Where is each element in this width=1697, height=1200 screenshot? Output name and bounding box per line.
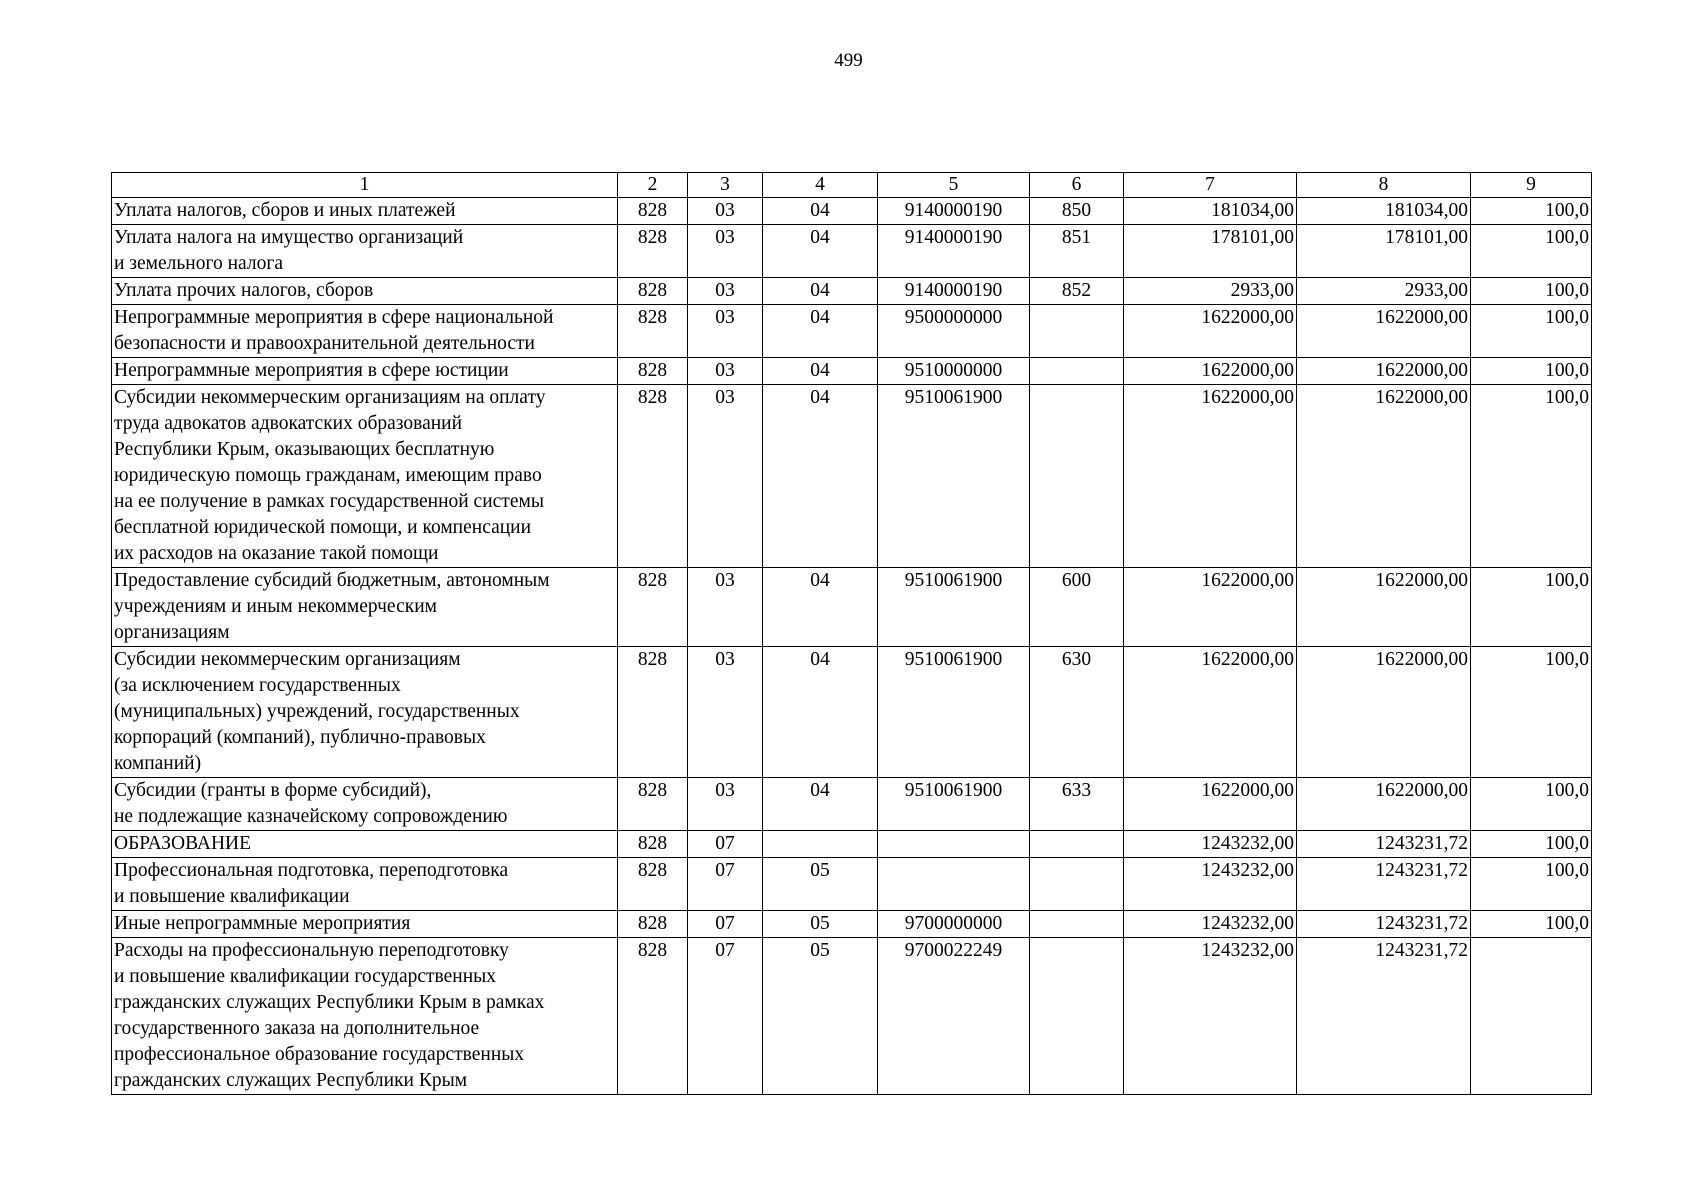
cell-execution-percent: 100,0 bbox=[1471, 225, 1592, 278]
cell-admin-code: 828 bbox=[618, 911, 688, 938]
cell-expense-type bbox=[1030, 858, 1124, 911]
cell-admin-code: 828 bbox=[618, 568, 688, 647]
cell-admin-code: 828 bbox=[618, 938, 688, 1095]
cell-description: Уплата налога на имущество организаций и земельного налога bbox=[112, 225, 618, 278]
cell-planned-amount: 1622000,00 bbox=[1124, 778, 1297, 831]
cell-target-article: 9500000000 bbox=[878, 305, 1030, 358]
cell-executed-amount: 1243231,72 bbox=[1297, 858, 1471, 911]
col-header-5: 5 bbox=[878, 173, 1030, 198]
cell-section: 03 bbox=[688, 358, 763, 385]
col-header-8: 8 bbox=[1297, 173, 1471, 198]
cell-section: 07 bbox=[688, 911, 763, 938]
cell-target-article: 9140000190 bbox=[878, 225, 1030, 278]
cell-executed-amount: 1622000,00 bbox=[1297, 778, 1471, 831]
cell-admin-code: 828 bbox=[618, 198, 688, 225]
table-row bbox=[112, 278, 1592, 305]
cell-subsection: 04 bbox=[763, 778, 878, 831]
table-row bbox=[112, 225, 1592, 278]
cell-execution-percent: 100,0 bbox=[1471, 647, 1592, 778]
cell-admin-code: 828 bbox=[618, 831, 688, 858]
cell-planned-amount: 1243232,00 bbox=[1124, 938, 1297, 1095]
cell-description: Иные непрограммные мероприятия bbox=[112, 911, 618, 938]
cell-executed-amount: 1243231,72 bbox=[1297, 831, 1471, 858]
cell-subsection: 04 bbox=[763, 198, 878, 225]
col-header-9: 9 bbox=[1471, 173, 1592, 198]
cell-executed-amount: 1622000,00 bbox=[1297, 305, 1471, 358]
cell-expense-type bbox=[1030, 385, 1124, 568]
col-header-7: 7 bbox=[1124, 173, 1297, 198]
cell-section: 03 bbox=[688, 305, 763, 358]
cell-subsection: 04 bbox=[763, 568, 878, 647]
cell-planned-amount: 178101,00 bbox=[1124, 225, 1297, 278]
table-row bbox=[112, 938, 1592, 1095]
cell-description: Расходы на профессиональную переподготовку и повышение квалификации государственных гражданских служащих Республики Крым в рамках государственного заказа на дополнительное профессиональное образование государственных гражданских служащих Республики Крым bbox=[112, 938, 618, 1095]
cell-section: 07 bbox=[688, 858, 763, 911]
table-row bbox=[112, 198, 1592, 225]
cell-execution-percent: 100,0 bbox=[1471, 778, 1592, 831]
cell-subsection: 05 bbox=[763, 938, 878, 1095]
cell-execution-percent bbox=[1471, 938, 1592, 1095]
cell-executed-amount: 1622000,00 bbox=[1297, 358, 1471, 385]
cell-planned-amount: 1243232,00 bbox=[1124, 911, 1297, 938]
col-header-2: 2 bbox=[618, 173, 688, 198]
cell-executed-amount: 2933,00 bbox=[1297, 278, 1471, 305]
cell-expense-type bbox=[1030, 358, 1124, 385]
cell-description: Уплата налогов, сборов и иных платежей bbox=[112, 198, 618, 225]
cell-admin-code: 828 bbox=[618, 647, 688, 778]
cell-expense-type bbox=[1030, 938, 1124, 1095]
cell-admin-code: 828 bbox=[618, 778, 688, 831]
cell-executed-amount: 178101,00 bbox=[1297, 225, 1471, 278]
table-row bbox=[112, 911, 1592, 938]
cell-planned-amount: 1622000,00 bbox=[1124, 358, 1297, 385]
cell-subsection: 04 bbox=[763, 647, 878, 778]
table-row bbox=[112, 831, 1592, 858]
cell-subsection: 04 bbox=[763, 358, 878, 385]
cell-planned-amount: 181034,00 bbox=[1124, 198, 1297, 225]
cell-description: ОБРАЗОВАНИЕ bbox=[112, 831, 618, 858]
cell-admin-code: 828 bbox=[618, 858, 688, 911]
cell-target-article: 9510061900 bbox=[878, 385, 1030, 568]
cell-subsection: 05 bbox=[763, 858, 878, 911]
cell-admin-code: 828 bbox=[618, 305, 688, 358]
table-body bbox=[112, 198, 1592, 1095]
cell-section: 03 bbox=[688, 225, 763, 278]
cell-target-article: 9140000190 bbox=[878, 198, 1030, 225]
cell-section: 03 bbox=[688, 647, 763, 778]
cell-description: Профессиональная подготовка, переподготовка и повышение квалификации bbox=[112, 858, 618, 911]
cell-section: 03 bbox=[688, 778, 763, 831]
cell-admin-code: 828 bbox=[618, 278, 688, 305]
cell-description: Непрограммные мероприятия в сфере национальной безопасности и правоохранительной деятельности bbox=[112, 305, 618, 358]
table-row bbox=[112, 778, 1592, 831]
cell-expense-type: 850 bbox=[1030, 198, 1124, 225]
cell-subsection bbox=[763, 831, 878, 858]
cell-executed-amount: 1622000,00 bbox=[1297, 385, 1471, 568]
col-header-6: 6 bbox=[1030, 173, 1124, 198]
cell-section: 03 bbox=[688, 278, 763, 305]
table-row bbox=[112, 385, 1592, 568]
cell-subsection: 04 bbox=[763, 305, 878, 358]
cell-admin-code: 828 bbox=[618, 225, 688, 278]
col-header-4: 4 bbox=[763, 173, 878, 198]
cell-target-article: 9140000190 bbox=[878, 278, 1030, 305]
cell-section: 07 bbox=[688, 938, 763, 1095]
cell-planned-amount: 1243232,00 bbox=[1124, 858, 1297, 911]
cell-execution-percent: 100,0 bbox=[1471, 858, 1592, 911]
cell-admin-code: 828 bbox=[618, 358, 688, 385]
cell-subsection: 04 bbox=[763, 225, 878, 278]
cell-execution-percent: 100,0 bbox=[1471, 911, 1592, 938]
table-row bbox=[112, 568, 1592, 647]
cell-planned-amount: 1622000,00 bbox=[1124, 305, 1297, 358]
cell-description: Субсидии (гранты в форме субсидий), не подлежащие казначейскому сопровождению bbox=[112, 778, 618, 831]
cell-planned-amount: 1622000,00 bbox=[1124, 385, 1297, 568]
cell-execution-percent: 100,0 bbox=[1471, 358, 1592, 385]
cell-expense-type: 852 bbox=[1030, 278, 1124, 305]
cell-target-article: 9510061900 bbox=[878, 778, 1030, 831]
cell-subsection: 04 bbox=[763, 278, 878, 305]
cell-subsection: 05 bbox=[763, 911, 878, 938]
budget-table bbox=[111, 172, 1592, 1095]
cell-executed-amount: 1622000,00 bbox=[1297, 647, 1471, 778]
cell-description: Уплата прочих налогов, сборов bbox=[112, 278, 618, 305]
table-row bbox=[112, 358, 1592, 385]
cell-target-article: 9510061900 bbox=[878, 568, 1030, 647]
cell-executed-amount: 1243231,72 bbox=[1297, 911, 1471, 938]
cell-expense-type: 633 bbox=[1030, 778, 1124, 831]
cell-subsection: 04 bbox=[763, 385, 878, 568]
cell-description: Непрограммные мероприятия в сфере юстиции bbox=[112, 358, 618, 385]
cell-description: Предоставление субсидий бюджетным, автономным учреждениям и иным некоммерческим организациям bbox=[112, 568, 618, 647]
col-header-3: 3 bbox=[688, 173, 763, 198]
cell-target-article: 9700022249 bbox=[878, 938, 1030, 1095]
cell-section: 03 bbox=[688, 198, 763, 225]
cell-target-article: 9700000000 bbox=[878, 911, 1030, 938]
cell-target-article: 9510061900 bbox=[878, 647, 1030, 778]
cell-execution-percent: 100,0 bbox=[1471, 385, 1592, 568]
table-row bbox=[112, 305, 1592, 358]
cell-section: 03 bbox=[688, 385, 763, 568]
table-row bbox=[112, 647, 1592, 778]
cell-planned-amount: 1622000,00 bbox=[1124, 568, 1297, 647]
cell-expense-type: 851 bbox=[1030, 225, 1124, 278]
cell-expense-type: 630 bbox=[1030, 647, 1124, 778]
cell-expense-type bbox=[1030, 911, 1124, 938]
table-row bbox=[112, 858, 1592, 911]
cell-executed-amount: 1243231,72 bbox=[1297, 938, 1471, 1095]
cell-expense-type bbox=[1030, 305, 1124, 358]
cell-target-article: 9510000000 bbox=[878, 358, 1030, 385]
cell-execution-percent: 100,0 bbox=[1471, 198, 1592, 225]
cell-target-article bbox=[878, 831, 1030, 858]
cell-expense-type bbox=[1030, 831, 1124, 858]
cell-planned-amount: 1622000,00 bbox=[1124, 647, 1297, 778]
col-header-1: 1 bbox=[112, 173, 618, 198]
cell-section: 03 bbox=[688, 568, 763, 647]
cell-description: Субсидии некоммерческим организациям (за исключением государственных (муниципальных) учреждений, государственных корпораций (компаний), публично-правовых компаний) bbox=[112, 647, 618, 778]
cell-planned-amount: 1243232,00 bbox=[1124, 831, 1297, 858]
cell-executed-amount: 1622000,00 bbox=[1297, 568, 1471, 647]
page-number: 499 bbox=[834, 50, 863, 71]
cell-description: Субсидии некоммерческим организациям на оплату труда адвокатов адвокатских образований Республики Крым, оказывающих бесплатную юридическую помощь гражданам, имеющим право на ее получение в рамках государственной системы бесплатной юридической помощи, и компенсации их расходов на оказание такой помощи bbox=[112, 385, 618, 568]
cell-expense-type: 600 bbox=[1030, 568, 1124, 647]
cell-execution-percent: 100,0 bbox=[1471, 305, 1592, 358]
cell-planned-amount: 2933,00 bbox=[1124, 278, 1297, 305]
cell-execution-percent: 100,0 bbox=[1471, 568, 1592, 647]
cell-execution-percent: 100,0 bbox=[1471, 831, 1592, 858]
cell-section: 07 bbox=[688, 831, 763, 858]
cell-admin-code: 828 bbox=[618, 385, 688, 568]
table-header-row bbox=[112, 173, 1592, 198]
cell-target-article bbox=[878, 858, 1030, 911]
cell-executed-amount: 181034,00 bbox=[1297, 198, 1471, 225]
cell-execution-percent: 100,0 bbox=[1471, 278, 1592, 305]
